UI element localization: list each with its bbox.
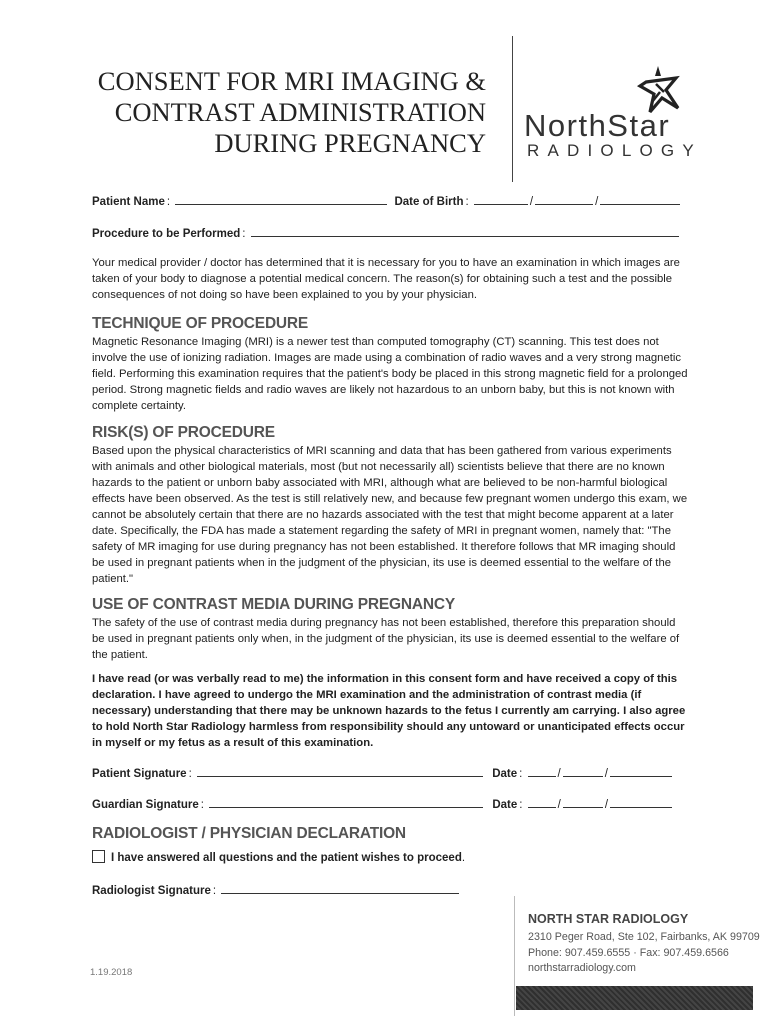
- logo-wordmark: NorthStar: [524, 108, 671, 143]
- intro-paragraph: Your medical provider / doctor has determined that it is necessary for you to have an examination in which images are taken of your body to diagnose a potential medical concern. The reason(s) for obtaining such a test and the possible consequences of not doing so have been explained to you by your physician.: [92, 257, 680, 301]
- footer-address: 2310 Peger Road, Ste 102, Fairbanks, AK 99709: [528, 931, 760, 943]
- guardian-date-label: Date: [492, 799, 518, 811]
- contrast-paragraph: The safety of the use of contrast media during pregnancy has not been established, therefore this preparation should be used in pregnant patients only when, in the judgment of the physician, its use is deemed essential to the welfare of the patient.: [92, 617, 680, 661]
- patient-signature-row: Patient Signature : Date : / /: [92, 765, 672, 780]
- procedure-label: Procedure to be Performed: [92, 228, 241, 240]
- technique-paragraph: Magnetic Resonance Imaging (MRI) is a newer test than computed tomography (CT) scanning. This test does not involve the use of ionizing radiation. Images are made using a combination of radio waves and a very strong magnetic field. Performing this examination requires that the patient's body be placed in this strong magnetic field for a prolonged period. Strong magnetic fields and radio waves are likely not hazardous to an unborn baby, but this is not known with complete certainty.: [92, 336, 688, 412]
- title-line-2: CONTRAST ADMINISTRATION: [114, 97, 486, 127]
- patient-date-month-field[interactable]: [528, 765, 556, 777]
- radiologist-signature-label: Radiologist Signature: [92, 885, 211, 897]
- guardian-signature-field[interactable]: [209, 796, 483, 808]
- header-divider: [512, 36, 513, 182]
- dob-day-field[interactable]: [535, 193, 593, 205]
- footer-website: northstarradiology.com: [528, 962, 636, 974]
- risks-heading: RISK(S) OF PROCEDURE: [92, 424, 275, 441]
- proceed-checkbox[interactable]: [92, 850, 105, 863]
- radiologist-check-row: I have answered all questions and the patient wishes to proceed.: [92, 850, 465, 864]
- title-line-3: DURING PREGNANCY: [214, 128, 486, 158]
- radiologist-heading: RADIOLOGIST / PHYSICIAN DECLARATION: [92, 825, 406, 842]
- guardian-signature-label: Guardian Signature: [92, 799, 199, 811]
- guardian-signature-row: Guardian Signature : Date : / /: [92, 796, 672, 811]
- guardian-date-month-field[interactable]: [528, 796, 556, 808]
- logo-subtitle: RADIOLOGY: [527, 141, 702, 160]
- patient-name-label: Patient Name: [92, 196, 165, 208]
- document-title: [78, 66, 486, 159]
- radiologist-signature-row: Radiologist Signature :: [92, 882, 459, 897]
- contact-block: [528, 912, 760, 977]
- technique-heading: TECHNIQUE OF PROCEDURE: [92, 315, 309, 332]
- radiologist-signature-field[interactable]: [221, 882, 459, 894]
- dob-year-field[interactable]: [600, 193, 680, 205]
- patient-date-label: Date: [492, 768, 518, 780]
- procedure-field[interactable]: [251, 225, 679, 237]
- procedure-row: Procedure to be Performed :: [92, 225, 679, 240]
- footer-divider: [514, 896, 515, 1016]
- patient-name-field[interactable]: [175, 193, 387, 205]
- footer-phone: Phone: 907.459.6555 · Fax: 907.459.6566: [528, 946, 729, 959]
- title-line-1: CONSENT FOR MRI IMAGING &: [97, 66, 486, 96]
- guardian-date-year-field[interactable]: [610, 796, 672, 808]
- patient-info-row: Patient Name : Date of Birth : / /: [92, 193, 680, 208]
- guardian-date-day-field[interactable]: [563, 796, 603, 808]
- footer-company-name: NORTH STAR RADIOLOGY: [528, 912, 689, 926]
- patient-declaration: I have read (or was verbally read to me) the information in this consent form and have received a copy of this declaration. I have agreed to undergo the MRI examination and the administration of contrast media (if necessary) understanding that there may be unknown hazards to the fetus I currently am carrying. I also agree to hold North Star Radiology harmless from responsibility should any untoward or unanticipated effects occur in myself or my fetus as a result of this examination.: [92, 673, 686, 749]
- patient-date-day-field[interactable]: [563, 765, 603, 777]
- risks-paragraph: Based upon the physical characteristics of MRI scanning and data that has been gathered from various experiments with animals and other biological materials, most (but not necessarily all) scientists believe that there are no known hazards to the patient or unborn baby associated with MRI, although what are believed to be non-harmful biological effects have been observed. As the test is still relatively new, and because few pregnant women undergo this exam, we cannot be absolutely certain that there are no hazards associated with the test that might become apparent at a later date. Specifically, the FDA has made a statement regarding the safety of MRI in pregnant women, namely that: "The safety of MR imaging for use during pregnancy has not been established. It therefore follows that MR imaging should be used in pregnant patients when in the judgment of the physician, its use is deemed essential to the welfare of the patient.": [92, 445, 688, 585]
- patient-signature-field[interactable]: [197, 765, 483, 777]
- revision-date: 1.19.2018: [90, 967, 133, 978]
- footer-bar: [516, 986, 753, 1010]
- dob-label: Date of Birth: [394, 196, 464, 208]
- patient-date-year-field[interactable]: [610, 765, 672, 777]
- dob-month-field[interactable]: [474, 193, 528, 205]
- proceed-checkbox-label: I have answered all questions and the patient wishes to proceed: [111, 852, 462, 864]
- contrast-heading: USE OF CONTRAST MEDIA DURING PREGNANCY: [92, 596, 455, 613]
- patient-signature-label: Patient Signature: [92, 768, 187, 780]
